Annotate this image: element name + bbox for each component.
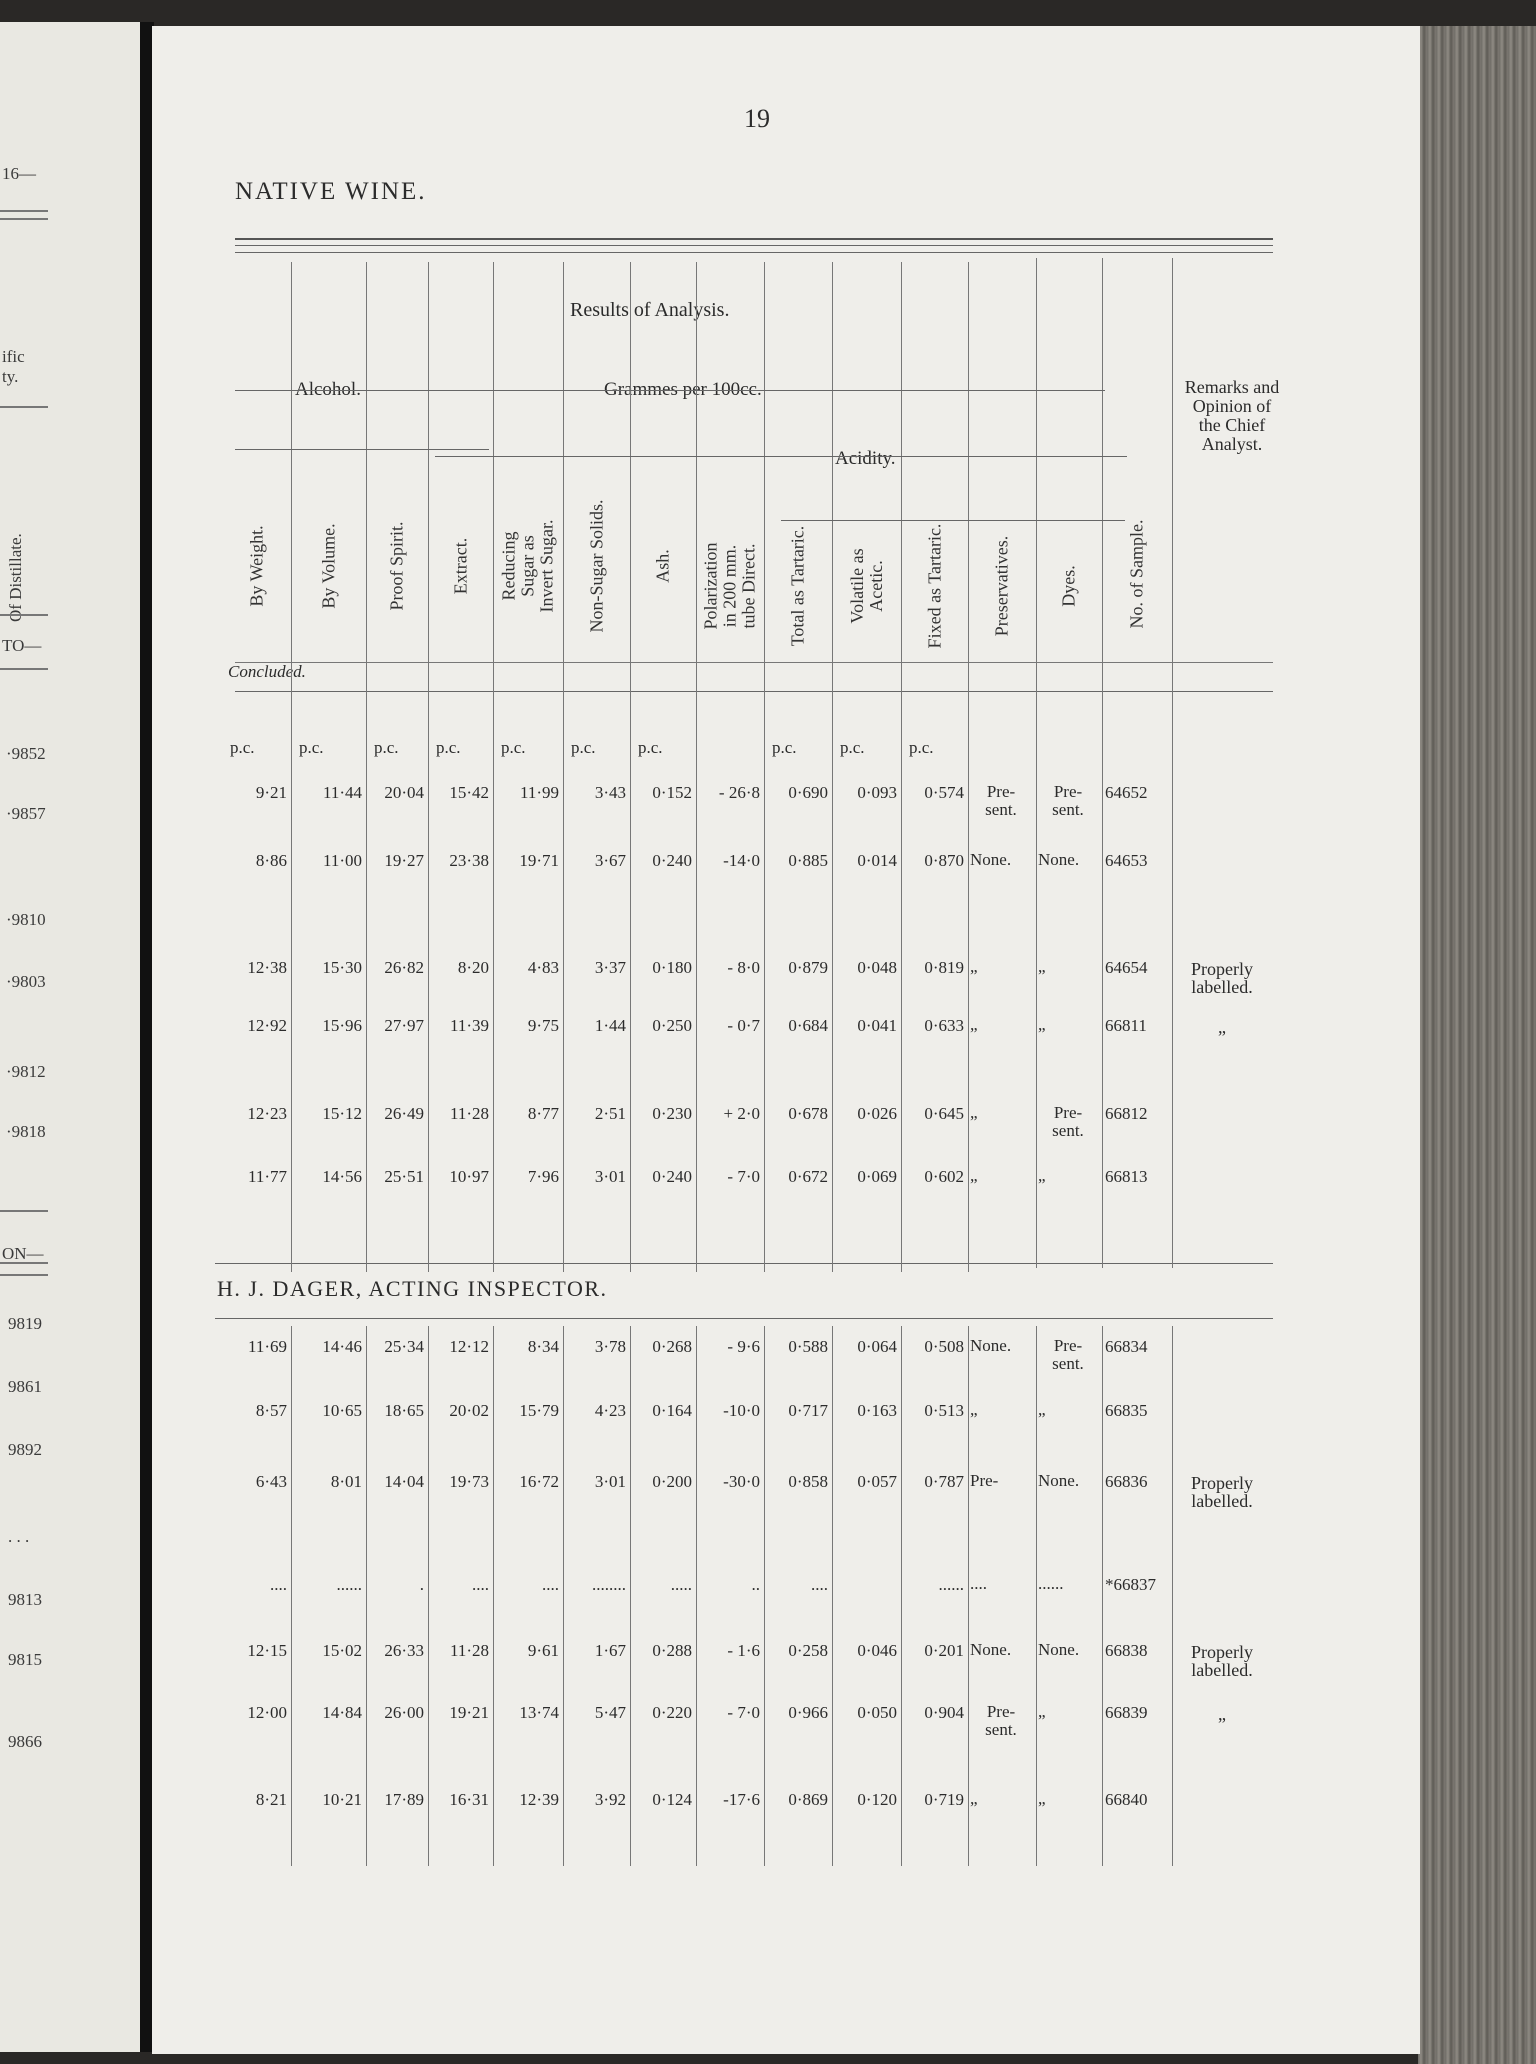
table-row-cell: 66835 [1105, 1401, 1148, 1420]
column-rule [366, 1326, 367, 1866]
left-page-text: ·9818 [6, 1122, 46, 1141]
column-rule [291, 262, 292, 1272]
table-row-cell: 5·47 [594, 1703, 626, 1722]
table-row-cell: 11·28 [449, 1104, 489, 1123]
table-row-cell: 11·00 [322, 851, 362, 870]
table-row-cell: 4·83 [527, 958, 559, 977]
rule-under-results [235, 390, 1105, 391]
table-row-cell: - 8·0 [727, 958, 760, 977]
table-row-cell: - 1·6 [727, 1641, 760, 1660]
column-rule [1172, 258, 1173, 1268]
table-row-cell: 0·508 [924, 1337, 964, 1356]
table-row-cell: 0·200 [652, 1472, 692, 1491]
column-header-extract: Extract. [450, 537, 470, 595]
column-header-total-tartaric: Total as Tartaric. [787, 525, 808, 647]
column-rule [428, 262, 429, 1272]
left-page-rule [0, 218, 48, 220]
column-rule [563, 1326, 564, 1866]
table-row-cell: 9·61 [527, 1641, 559, 1660]
table-row-cell: 19·73 [449, 1472, 489, 1491]
table-row-cell: „ [970, 1789, 978, 1808]
table-row-cell: None. [970, 850, 1012, 869]
table-row-cell: 12·12 [449, 1337, 489, 1356]
document-page [152, 26, 1420, 2054]
rule-under-concluded [235, 691, 1273, 692]
table-row-cell: 0·633 [924, 1016, 964, 1035]
table-row-cell: 16·31 [449, 1790, 489, 1809]
table-row-cell: 66834 [1105, 1337, 1148, 1356]
table-row-cell: 16·72 [519, 1472, 559, 1491]
table-row-cell: 12·39 [519, 1790, 559, 1809]
table-row-cell: ...... [1038, 1574, 1064, 1593]
remark-cell: Properly labelled. [1191, 1473, 1253, 1511]
left-page-rule [0, 614, 48, 616]
unit-label: p.c. [909, 738, 934, 757]
table-row-cell: 0·240 [652, 1167, 692, 1186]
left-page-text: 9815 [8, 1650, 42, 1669]
left-page-text: 9892 [8, 1440, 42, 1459]
table-row-cell: + 2·0 [723, 1104, 760, 1123]
table-row-cell: 8·21 [255, 1790, 287, 1809]
column-rule [764, 262, 765, 1272]
table-row-cell: - 26·8 [718, 783, 760, 802]
table-row-cell: 0·513 [924, 1401, 964, 1420]
table-row-cell: ...... [938, 1575, 964, 1594]
table-row-cell: 0·904 [924, 1703, 964, 1722]
table-row-cell: 0·050 [857, 1703, 897, 1722]
table-row-cell: None. [1038, 1471, 1080, 1490]
remark-cell: „ [1218, 1704, 1226, 1724]
column-header-fixed-tartaric: Fixed as Tartaric. [924, 523, 944, 649]
table-row-cell: 12·23 [247, 1104, 287, 1123]
left-page-text: 9819 [8, 1314, 42, 1333]
table-row-cell: 19·71 [519, 851, 559, 870]
table-row-cell: 9·21 [255, 783, 287, 802]
table-row-cell: 12·00 [247, 1703, 287, 1722]
column-rule [1172, 1326, 1173, 1866]
table-row-cell: Pre- sent. [1052, 1103, 1084, 1140]
table-row-cell: 0·057 [857, 1472, 897, 1491]
table-row-cell: 26·82 [384, 958, 424, 977]
left-page-rule [0, 406, 48, 408]
table-row-cell: 0·602 [924, 1167, 964, 1186]
table-row-cell: 15·79 [519, 1401, 559, 1420]
table-row-cell: 3·37 [594, 958, 626, 977]
column-rule [1036, 258, 1037, 1268]
table-row-cell: .... [970, 1574, 987, 1593]
column-rule [1102, 258, 1103, 1268]
table-row-cell: 0·220 [652, 1703, 692, 1722]
table-row-cell: 8·20 [457, 958, 489, 977]
table-row-cell: 26·33 [384, 1641, 424, 1660]
table-row-cell: 0·858 [788, 1472, 828, 1491]
column-rule [1036, 1326, 1037, 1866]
table-row-cell: „ [970, 1166, 978, 1185]
table-row-cell: 8·57 [255, 1401, 287, 1420]
table-row-cell: 6·43 [255, 1472, 287, 1491]
table-row-cell: 11·39 [449, 1016, 489, 1035]
table-row-cell: Pre- [970, 1471, 999, 1490]
table-row-cell: 64654 [1105, 958, 1148, 977]
table-row-cell: 14·84 [322, 1703, 362, 1722]
table-row-cell: 0·152 [652, 783, 692, 802]
table-row-cell: 66839 [1105, 1703, 1148, 1722]
unit-label: p.c. [374, 738, 399, 757]
table-row-cell: 66813 [1105, 1167, 1148, 1186]
table-row-cell: 66811 [1105, 1016, 1147, 1035]
column-rule [764, 1326, 765, 1866]
table-row-cell: 8·77 [527, 1104, 559, 1123]
table-row-cell: .... [811, 1575, 828, 1594]
column-rule [832, 262, 833, 1272]
table-row-cell: „ [1038, 1166, 1046, 1185]
table-row-cell: 0·163 [857, 1401, 897, 1420]
table-row-cell: .... [542, 1575, 559, 1594]
rule-under-acidity [781, 520, 1125, 521]
left-page-text: ·9852 [6, 744, 46, 763]
table-row-cell: 0·684 [788, 1016, 828, 1035]
column-rule [832, 1326, 833, 1866]
table-row-cell: 11·77 [247, 1167, 287, 1186]
column-rule [493, 1326, 494, 1866]
table-row-cell: -14·0 [723, 851, 760, 870]
table-row-cell: 7·96 [527, 1167, 559, 1186]
column-rule [901, 262, 902, 1272]
column-rule [630, 1326, 631, 1866]
table-row-cell: 14·56 [322, 1167, 362, 1186]
table-row-cell: 11·44 [322, 783, 362, 802]
table-row-cell: 66836 [1105, 1472, 1148, 1491]
section-title: NATIVE WINE. [235, 178, 427, 205]
left-page-text: ·9812 [6, 1062, 46, 1081]
page-number: 19 [744, 104, 770, 133]
table-row-cell: 0·719 [924, 1790, 964, 1809]
column-header-proof-spirit: Proof Spirit. [386, 521, 407, 611]
table-row-cell: 26·49 [384, 1104, 424, 1123]
table-row-cell: 14·46 [322, 1337, 362, 1356]
table-row-cell: 23·38 [449, 851, 489, 870]
table-row-cell: 19·27 [384, 851, 424, 870]
table-row-cell: 0·819 [924, 958, 964, 977]
concluded-label: Concluded. [228, 662, 306, 681]
table-row-cell: 12·38 [247, 958, 287, 977]
table-row-cell: 0·124 [652, 1790, 692, 1809]
table-row-cell: 13·74 [519, 1703, 559, 1722]
column-header-by-weight: By Weight. [246, 525, 266, 607]
table-row-cell: 66840 [1105, 1790, 1148, 1809]
table-row-cell: „ [1038, 1789, 1046, 1808]
table-row-cell: 25·34 [384, 1337, 424, 1356]
table-row-cell: „ [1038, 1702, 1046, 1721]
table-row-cell: 0·879 [788, 958, 828, 977]
table-row-cell: 0·046 [857, 1641, 897, 1660]
table-row-cell: 15·02 [322, 1641, 362, 1660]
column-rule [901, 1326, 902, 1866]
table-row-cell: 0·966 [788, 1703, 828, 1722]
table-row-cell: -10·0 [723, 1401, 760, 1420]
table-row-cell: 0·690 [788, 783, 828, 802]
table-row-cell: - 0·7 [727, 1016, 760, 1035]
table-row-cell: 10·21 [322, 1790, 362, 1809]
table-row-cell: 3·43 [594, 783, 626, 802]
column-header-ash: Ash. [652, 549, 673, 583]
table-row-cell: ..... [670, 1575, 692, 1594]
table-row-cell: 8·86 [255, 851, 287, 870]
table-row-cell: 0·041 [857, 1016, 897, 1035]
table-row-cell: -30·0 [723, 1472, 760, 1491]
left-page-text: TO— [2, 636, 42, 655]
remark-cell: Properly labelled. [1191, 959, 1253, 997]
table-row-cell: 2·51 [594, 1104, 626, 1123]
table-row-cell: 12·15 [247, 1641, 287, 1660]
table-row-cell: 19·21 [449, 1703, 489, 1722]
column-header-non-sugar-solids: Non-Sugar Solids. [586, 499, 606, 633]
column-header-volatile-acetic: Volatile as Acetic. [846, 548, 886, 624]
table-row-cell: 17·89 [384, 1790, 424, 1809]
table-row-cell: 0·787 [924, 1472, 964, 1491]
table-row-cell: 0·258 [788, 1641, 828, 1660]
unit-label: p.c. [436, 738, 461, 757]
table-row-cell: 11·69 [247, 1337, 287, 1356]
left-page-text: ·9810 [6, 910, 46, 929]
left-page-rule [0, 1262, 48, 1264]
table-row-cell: 1·67 [594, 1641, 626, 1660]
table-row-cell: 15·30 [322, 958, 362, 977]
table-row-cell: 25·51 [384, 1167, 424, 1186]
table-row-cell: 15·42 [449, 783, 489, 802]
table-row-cell: 66838 [1105, 1641, 1148, 1660]
table-row-cell: 27·97 [384, 1016, 424, 1035]
table-row-cell: Pre- sent. [1052, 782, 1084, 819]
table-row-cell: None. [1038, 1640, 1080, 1659]
remark-cell: „ [1218, 1017, 1226, 1037]
unit-label: p.c. [772, 738, 797, 757]
table-row-cell: 15·12 [322, 1104, 362, 1123]
table-row-cell: „ [970, 1103, 978, 1122]
table-row-cell: 0·093 [857, 783, 897, 802]
table-row-cell: ........ [592, 1575, 626, 1594]
table-row-cell: 4·23 [594, 1401, 626, 1420]
table-row-cell: - 9·6 [727, 1337, 760, 1356]
column-header-dyes: Dyes. [1058, 565, 1079, 607]
column-rule [630, 262, 631, 1272]
table-row-cell: Pre- sent. [985, 1702, 1017, 1739]
inspector-heading: H. J. DAGER, ACTING INSPECTOR. [217, 1276, 608, 1301]
table-row-cell: None. [970, 1336, 1012, 1355]
left-page-text: Of Distillate. [6, 533, 25, 622]
table-row-cell: 64653 [1105, 851, 1148, 870]
table-row-cell: 0·885 [788, 851, 828, 870]
table-row-cell: 0·164 [652, 1401, 692, 1420]
table-row-cell: „ [970, 1400, 978, 1419]
table-row-cell: 0·645 [924, 1104, 964, 1123]
left-page-text: ty. [2, 367, 19, 386]
unit-label: p.c. [638, 738, 663, 757]
table-row-cell: „ [970, 1015, 978, 1034]
table-row-cell: 3·01 [594, 1472, 626, 1491]
table-row-cell: 20·04 [384, 783, 424, 802]
table-row-cell: 0·678 [788, 1104, 828, 1123]
table-row-cell: - 7·0 [727, 1703, 760, 1722]
unit-label: p.c. [571, 738, 596, 757]
table-row-cell: 0·588 [788, 1337, 828, 1356]
table-row-cell: -17·6 [723, 1790, 760, 1809]
table-row-cell: 0·120 [857, 1790, 897, 1809]
left-page-text: 16— [2, 164, 36, 183]
left-page-text: 9866 [8, 1732, 42, 1751]
unit-label: p.c. [501, 738, 526, 757]
table-row-cell: 0·201 [924, 1641, 964, 1660]
table-row-cell: 3·92 [594, 1790, 626, 1809]
left-page-rule [0, 668, 48, 670]
table-row-cell: . [419, 1575, 424, 1594]
column-rule [696, 262, 697, 1272]
table-row-cell: 0·672 [788, 1167, 828, 1186]
table-row-cell: 1·44 [594, 1016, 626, 1035]
column-rule [563, 262, 564, 1272]
table-row-cell: „ [970, 957, 978, 976]
table-row-cell: None. [970, 1640, 1012, 1659]
rule-under-grammes [435, 456, 1127, 457]
table-row-cell: ...... [336, 1575, 362, 1594]
table-row-cell: 14·04 [384, 1472, 424, 1491]
left-page-text: . . . [8, 1527, 30, 1546]
alcohol-heading: Alcohol. [295, 379, 361, 400]
column-rule [366, 262, 367, 1272]
table-row-cell: 0·069 [857, 1167, 897, 1186]
column-rule [493, 262, 494, 1272]
column-header-by-volume: By Volume. [318, 523, 338, 609]
left-page-rule [0, 1210, 48, 1212]
table-row-cell: 11·28 [449, 1641, 489, 1660]
table-row-cell: 0·180 [652, 958, 692, 977]
left-page-text: 9813 [8, 1590, 42, 1609]
table-row-cell: 0·268 [652, 1337, 692, 1356]
table-row-cell: 10·97 [449, 1167, 489, 1186]
left-page-rule [0, 1274, 48, 1276]
column-rule [968, 262, 969, 1272]
unit-label: p.c. [840, 738, 865, 757]
table-row-cell: - 7·0 [727, 1167, 760, 1186]
table-row-cell: 0·717 [788, 1401, 828, 1420]
table-row-cell: 66812 [1105, 1104, 1148, 1123]
results-heading: Results of Analysis. [570, 299, 730, 321]
column-rule [291, 1326, 292, 1866]
column-header-preservatives: Preservatives. [991, 535, 1012, 637]
table-row-cell: 3·67 [594, 851, 626, 870]
table-row-cell: 0·230 [652, 1104, 692, 1123]
table-row-cell: 0·064 [857, 1337, 897, 1356]
column-rule [696, 1326, 697, 1866]
table-row-cell: 15·96 [322, 1016, 362, 1035]
rule-under-alcohol [235, 449, 489, 450]
table-row-cell: 12·92 [247, 1016, 287, 1035]
table-row-cell: 0·014 [857, 851, 897, 870]
table-row-cell: .. [751, 1575, 760, 1594]
left-page-text: ·9803 [6, 972, 46, 991]
page-edges [1418, 26, 1536, 2064]
table-row-cell: Pre- sent. [1052, 1336, 1084, 1373]
column-header-no-sample: No. of Sample. [1126, 519, 1147, 629]
table-row-cell: „ [1038, 1015, 1046, 1034]
table-row-cell: None. [1038, 850, 1080, 869]
table-row-cell: 0·574 [924, 783, 964, 802]
table-row-cell: 0·288 [652, 1641, 692, 1660]
table-row-cell: „ [1038, 1400, 1046, 1419]
table-row-cell: *66837 [1105, 1575, 1156, 1594]
table-row-cell: 26·00 [384, 1703, 424, 1722]
table-row-cell: 18·65 [384, 1401, 424, 1420]
table-row-cell: Pre- sent. [985, 782, 1017, 819]
table-row-cell: .... [270, 1575, 287, 1594]
table-row-cell: .... [472, 1575, 489, 1594]
column-rule [428, 1326, 429, 1866]
left-page-text: ·9857 [6, 804, 46, 823]
table-row-cell: 3·78 [594, 1337, 626, 1356]
table-row-cell: 8·01 [330, 1472, 362, 1491]
unit-label: p.c. [299, 738, 324, 757]
column-header-polarization: Polarization in 200 mm. tube Direct. [700, 542, 759, 630]
remark-cell: Properly labelled. [1191, 1642, 1253, 1680]
table-row-cell: 0·250 [652, 1016, 692, 1035]
table-row-cell: 3·01 [594, 1167, 626, 1186]
remarks-heading: Remarks and Opinion of the Chief Analyst. [1184, 377, 1280, 454]
table-row-cell: „ [1038, 957, 1046, 976]
column-header-reducing-sugar: Reducing Sugar as Invert Sugar. [498, 519, 557, 613]
column-rule [968, 1326, 969, 1866]
grammes-heading: Grammes per 100cc. [604, 379, 762, 400]
unit-label: p.c. [230, 738, 255, 757]
table-row-cell: 11·99 [519, 783, 559, 802]
left-page-text: ific [2, 347, 25, 366]
table-row-cell: 64652 [1105, 783, 1148, 802]
table-row-cell: 0·048 [857, 958, 897, 977]
table-row-cell: 0·870 [924, 851, 964, 870]
left-page-text: ON— [2, 1244, 44, 1263]
table-row-cell: 20·02 [449, 1401, 489, 1420]
table-row-cell: 0·869 [788, 1790, 828, 1809]
column-rule [1102, 1326, 1103, 1866]
left-page-fragment [0, 22, 142, 2052]
left-page-text: 9861 [8, 1377, 42, 1396]
acidity-heading: Acidity. [835, 448, 896, 469]
table-row-cell: 0·240 [652, 851, 692, 870]
table-row-cell: 10·65 [322, 1401, 362, 1420]
table-row-cell: 9·75 [527, 1016, 559, 1035]
table-row-cell: 8·34 [527, 1337, 559, 1356]
left-page-rule [0, 210, 48, 212]
table-row-cell: 0·026 [857, 1104, 897, 1123]
